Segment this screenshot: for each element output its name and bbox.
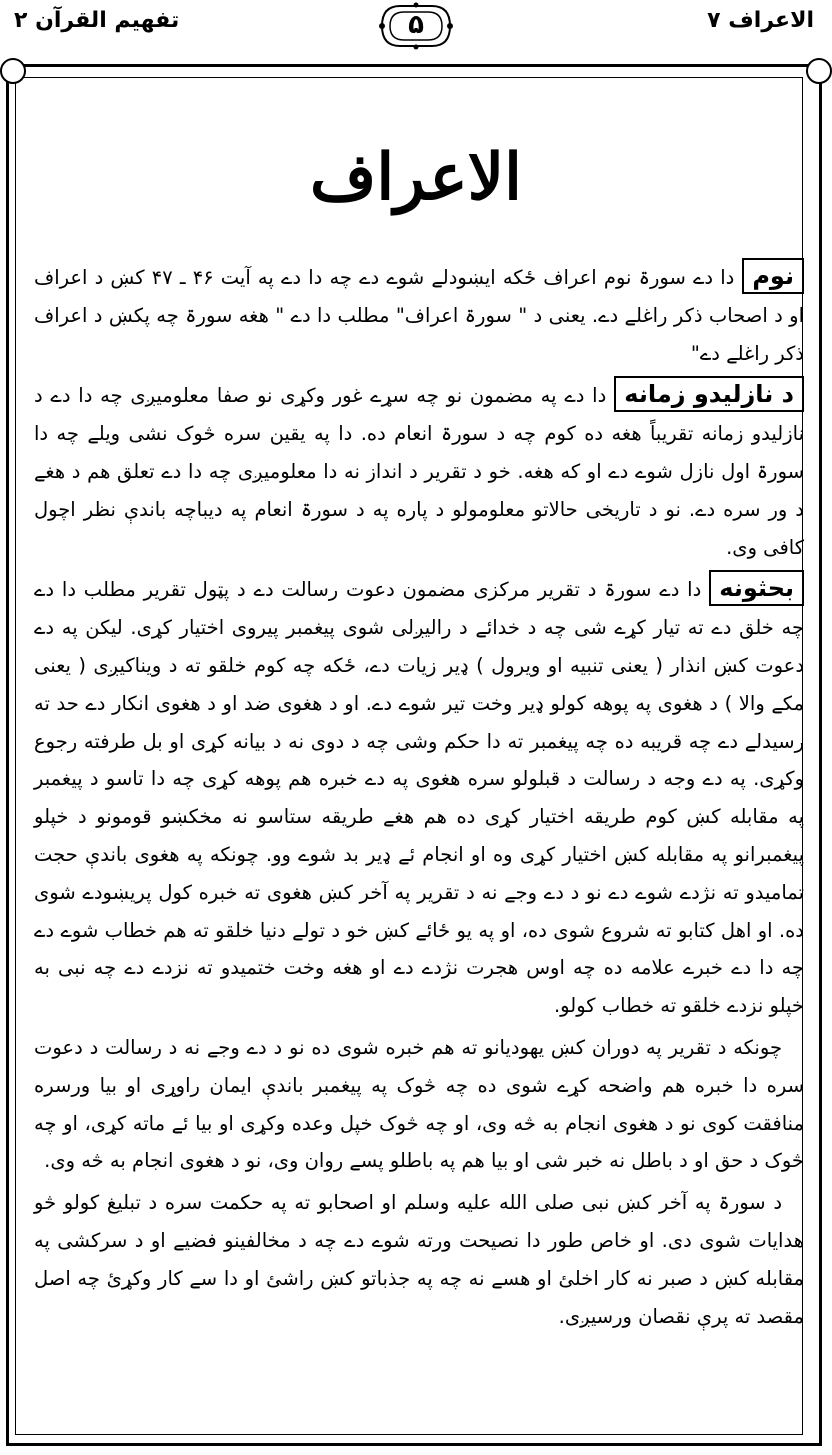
page-header bbox=[0, 0, 832, 60]
section-text: دا دے په مضمون نو چه سړے غور وکړی نو صفا معلومیږی چه دا دے د نازلیدو زمانه تقریباً هغه ده کوم چه د سورۃ انعام ده. دا په یقین سره څوک نشی ویلے چه دا سورۃ اول نازل شوے دے او که هغه. خو د تقریر د انداز نه دا معلومیږی چه دا دے تعلق هم د هغے د ور سره دے. نو د تاریخی حالاتو معلومولو د پاره په د سورۃ انعام په دیباچه باندې نظر اچول کافی وی. bbox=[34, 384, 804, 559]
header-book-title: تفهیم القرآن ۲ bbox=[14, 8, 180, 33]
main-content bbox=[34, 258, 804, 1438]
section-text: دا دے سورۃ د تقریر مرکزی مضمون دعوت رسالت دے د پټول تقریر مطلب دا دے چه خلق دے ته تیار کړے شی چه د خدائے د رالیږلی شوی پیغمبر پیروی اختیار کړی. لیکن په دے دعوت کښ انذار ( یعنی تنبیه او ویرول ) ډیر زیات دے، ځکه چه کوم خلقو ته د ویناکیږی ( یعنی مکے والا ) د هغوی په پوهه کولو ډیر وخت تیر شوے دے. او د هغوی ضد او د هغوی انکار دے حد ته رسیدلے دے چه قریبه ده چه پیغمبر ته دا حکم وشی چه د دوی نه د بیانه کړی او بل طرفته رجوع وکړی. په دے وجه د رسالت د قبلولو سره هغوی په دے خبره هم پوهه کړی چه دا تاسو د پیغمبر په مقابله کښ کوم طریقه اختیار کړی ده هم هغے طریقه ستاسو نه مخکښو قومونو د خپلو پیغمبرانو په مقابله کښ اختیار کړی وه او انجام ئے ډیر بد شوے وو. چونکه په هغوی باندې حجت تمامیدو ته نژدے شوے دے نو د دے وجے نه د تقریر په آخر کښ هغوی ته خبره کول پریښودے شوی ده. او اهل کتابو ته شروع شوی ده، او په یو ځائے کښ خو د تولے دنیا خلقو ته هم خطاب شوے دے چه دا دے خبرے علامه ده چه اوس هجرت نژدے دے او هغه وخت ختمیدو ته نزدے دے چه نبی به خپلو نزدے خلقو ته خطاب کولو. bbox=[34, 578, 804, 1018]
section-heading: نوم bbox=[742, 258, 804, 294]
frame-corner-ornament bbox=[806, 58, 832, 84]
section-text: دا دے سورۃ نوم اعراف ځکه ایښودلے شوے دے چه دا دے په آیت ۴۶ ـ ۴۷ کښ د اعراف او د اصحاب ذکر راغلے دے. یعنی د " سورۃ اعراف" مطلب دا دے " هغه سورۃ چه پکښ د اعراف ذکر راغلے دے" bbox=[34, 266, 804, 365]
paragraph bbox=[34, 1029, 804, 1180]
section-name bbox=[34, 258, 804, 372]
section-text: چونکه د تقریر په دوران کښ یهودیانو ته هم خبره شوی ده نو د دے وجے نه د رسالت د دعوت سره دا خبره هم واضحه کړے شوی ده چه څوک په پیغمبر باندې ایمان راوړی او بیا ورسره منافقت کوی نو د هغوی انجام به څه وی، او چه څوک خپل وعده وکړی او بیا ئے ماته کړی، او چه څوک د حق او د باطل نه خبر شی او بیا هم په باطلو پسے روان وی، نو د هغوی انجام به څه وی. bbox=[34, 1035, 804, 1173]
section-text: د سورۃ په آخر کښ نبی صلی الله علیه وسلم او اصحابو ته په حکمت سره د تبلیغ کولو څو هدایات شوی دی. او خاص طور دا نصیحت ورته شوے دے چه د مخالفینو فضیے او د سرکشی په مقابله کښ د صبر نه کار اخلئ او هسے نه چه په جذباتو کښ راشئ او دا سے کار وکړئ چه اصل مقصد ته پرې نقصان ورسیږی. bbox=[34, 1191, 804, 1328]
surah-title: الاعراف bbox=[310, 140, 522, 215]
section-heading: د نازلیدو زمانه bbox=[614, 376, 804, 412]
section-topics bbox=[34, 570, 804, 1025]
section-heading: بحثونه bbox=[709, 570, 804, 606]
paragraph bbox=[34, 1184, 804, 1335]
page-number-ornament bbox=[376, 2, 456, 50]
frame-corner-ornament bbox=[0, 58, 26, 84]
page-number: ۵ bbox=[408, 10, 424, 40]
section-revelation-period bbox=[34, 376, 804, 566]
header-surah-name: الاعراف ۷ bbox=[707, 8, 814, 33]
